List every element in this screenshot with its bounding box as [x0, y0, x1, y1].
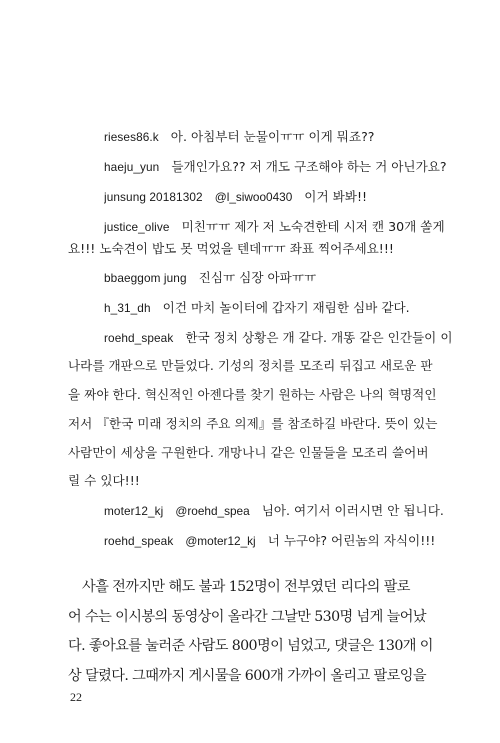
comment-user: haeju_yun [104, 160, 160, 174]
comment-user: rieses86.k [104, 130, 159, 144]
comment-text: 요!!! 노숙견이 밥도 못 먹었을 텐데ㅠㅠ 좌표 찍어주세요!!! [68, 241, 394, 256]
comment-6 [104, 300, 500, 316]
body-paragraph-line [68, 667, 500, 685]
comment-text: 저서 『한국 미래 정치의 주요 의제』를 참조하길 바란다. 뜻이 있는 [68, 416, 438, 431]
comment-mention: @l_siwoo0430 [214, 190, 293, 204]
page-number: 22 [70, 690, 82, 704]
comment-4 [104, 219, 500, 235]
body-line-text: 상 달렸다. 그때까지 게시물을 600개 가까이 올리고 팔로잉을 [68, 668, 426, 684]
comment-2 [104, 159, 500, 175]
comment-text: 너 누구야? 어린놈의 자식이!!! [267, 533, 436, 548]
comment-7-continued [68, 416, 500, 432]
comment-4-continued [68, 241, 500, 257]
comment-user: bbaeggom jung [104, 271, 187, 285]
comment-text: 이건 마치 놀이터에 갑자기 재림한 심바 같다. [162, 300, 410, 315]
comment-text: 릴 수 있다!!! [68, 473, 140, 488]
body-line-text: 어 수는 이시봉의 동영상이 올라간 그날만 530명 넘게 늘어났 [68, 609, 426, 625]
comment-7 [104, 330, 500, 346]
comment-3 [104, 189, 500, 205]
comment-9 [104, 533, 500, 549]
comment-user: junsung 20181302 [104, 190, 203, 204]
body-paragraph-line [68, 637, 500, 655]
comment-text: 이거 봐봐!! [304, 189, 368, 204]
comment-text: 님아. 여기서 이러시면 안 됩니다. [261, 503, 444, 518]
comment-text: 진심ㅠ 심장 아파ㅠㅠ [198, 270, 317, 285]
comment-7-continued [68, 358, 500, 374]
comment-text: 아. 아침부터 눈물이ㅠㅠ 이게 뭐죠?? [170, 129, 375, 144]
comment-7-continued [68, 387, 500, 403]
comment-mention: @moter12_kj [185, 534, 256, 548]
comment-user: justice_olive [104, 220, 170, 234]
comment-5 [104, 270, 500, 286]
comment-8 [104, 503, 500, 519]
body-line-text: 사흘 전까지만 해도 불과 152명이 전부였던 리다의 팔로 [82, 579, 410, 595]
comment-7-continued [68, 445, 500, 461]
comment-user: roehd_speak [104, 331, 174, 345]
comment-text: 미친ㅠㅠ 제가 저 노숙견한테 시저 캔 30개 쏠게 [181, 219, 445, 234]
comment-7-continued [68, 473, 500, 489]
comment-text: 사람만이 세상을 구원한다. 개망나니 같은 인물들을 모조리 쓸어버 [68, 445, 429, 460]
comment-1 [104, 129, 500, 145]
comment-text: 한국 정치 상황은 개 같다. 개똥 같은 인간들이 이 [185, 330, 453, 345]
comment-user: h_31_dh [104, 301, 151, 315]
body-paragraph-line [82, 578, 500, 596]
comment-user: moter12_kj [104, 504, 164, 518]
comment-text: 을 짜야 한다. 혁신적인 아젠다를 찾기 원하는 사람은 나의 혁명적인 [68, 387, 437, 402]
body-line-text: 다. 좋아요를 눌러준 사람도 800명이 넘었고, 댓글은 130개 이 [68, 638, 433, 654]
body-paragraph-line [68, 608, 500, 626]
comment-mention: @roehd_spea [175, 504, 250, 518]
comment-user: roehd_speak [104, 534, 174, 548]
comment-text: 들개인가요?? 저 개도 구조해야 하는 거 아닌가요? [171, 159, 447, 174]
comment-text: 나라를 개판으로 만들었다. 기성의 정치를 모조리 뒤집고 새로운 판 [68, 358, 433, 373]
